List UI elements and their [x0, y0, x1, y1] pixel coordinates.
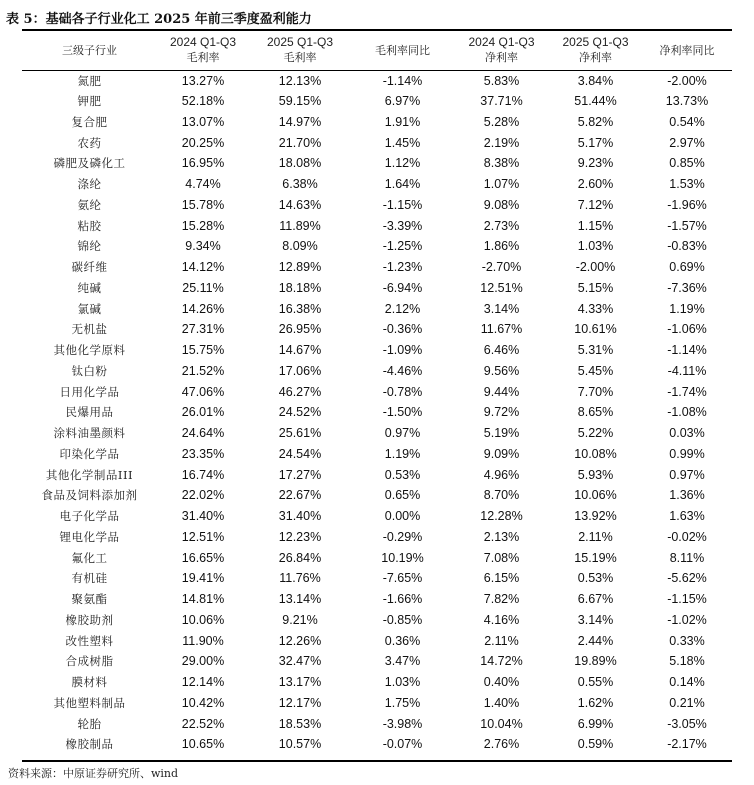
table-row	[22, 236, 732, 257]
cell-net-margin-yoy: 1.53%	[669, 177, 705, 192]
cell-subsector: 涤纶	[77, 177, 102, 192]
cell-gross-margin-yoy: 10.19%	[381, 550, 424, 565]
cell-net-margin-2025: 4.33%	[577, 301, 614, 316]
cell-subsector: 涂料油墨颜料	[53, 426, 126, 441]
cell-net-margin-2024: 2.11%	[484, 633, 519, 648]
cell-net-margin-yoy: -7.36%	[667, 280, 707, 295]
cell-net-margin-2024: -2.70%	[481, 260, 522, 275]
cell-net-margin-2024: 9.44%	[483, 384, 520, 399]
cell-gross-margin-yoy: 1.45%	[384, 135, 421, 150]
table-row	[22, 91, 732, 112]
table-row	[22, 70, 732, 91]
cell-net-margin-2025: 3.14%	[577, 612, 614, 627]
cell-gross-margin-2025: 22.67%	[278, 488, 322, 503]
cell-net-margin-2025: 5.22%	[577, 426, 614, 441]
cell-subsector: 改性塑料	[65, 633, 114, 648]
cell-net-margin-2024: 5.83%	[483, 73, 520, 88]
cell-gross-margin-2025: 18.18%	[278, 280, 322, 295]
cell-subsector: 氯碱	[77, 301, 102, 316]
cell-subsector: 氮肥	[77, 73, 102, 88]
cell-gross-margin-2024: 27.31%	[181, 322, 225, 337]
cell-gross-margin-yoy: -1.50%	[382, 405, 423, 420]
header-net-margin-yoy: 净利率同比	[642, 31, 732, 70]
cell-subsector: 聚氨酯	[71, 592, 108, 607]
cell-subsector: 橡胶制品	[65, 737, 114, 752]
table-row	[22, 547, 732, 568]
cell-gross-margin-2024: 13.27%	[181, 73, 225, 88]
cell-net-margin-2025: 1.03%	[577, 239, 614, 254]
cell-net-margin-yoy: -1.96%	[667, 197, 707, 212]
cell-gross-margin-2025: 18.53%	[278, 716, 322, 731]
cell-net-margin-2025: 2.60%	[577, 177, 614, 192]
cell-gross-margin-yoy: 0.53%	[384, 467, 421, 482]
cell-subsector: 锂电化学品	[59, 529, 120, 544]
table-row	[22, 132, 732, 153]
cell-gross-margin-2024: 14.26%	[181, 301, 225, 316]
table-row	[22, 589, 732, 610]
cell-gross-margin-yoy: -7.65%	[382, 571, 423, 586]
cell-net-margin-2024: 11.67%	[480, 322, 523, 337]
cell-net-margin-yoy: 8.11%	[669, 550, 705, 565]
cell-gross-margin-2025: 14.97%	[278, 114, 322, 129]
cell-subsector: 橡胶助剂	[65, 612, 114, 627]
cell-subsector: 其他化学原料	[53, 343, 126, 358]
cell-net-margin-2025: 7.70%	[577, 384, 614, 399]
cell-gross-margin-2024: 26.01%	[181, 405, 225, 420]
cell-net-margin-2025: 5.93%	[577, 467, 614, 482]
cell-subsector: 氟化工	[71, 550, 108, 565]
cell-net-margin-yoy: 0.21%	[669, 695, 705, 710]
cell-subsector: 电子化学品	[59, 509, 120, 524]
cell-net-margin-2024: 9.08%	[483, 197, 520, 212]
cell-net-margin-2025: 10.06%	[574, 488, 617, 503]
table-row	[22, 361, 732, 382]
cell-gross-margin-2024: 12.51%	[181, 529, 225, 544]
cell-subsector: 锦纶	[77, 239, 102, 254]
header-net-margin-2024: 2024 Q1-Q3 净利率	[454, 31, 549, 70]
table-title: 表 5：基础各子行业化工 2025 年前三季度盈利能力	[6, 12, 312, 27]
cell-gross-margin-yoy: 1.91%	[384, 114, 421, 129]
cell-gross-margin-2024: 10.65%	[181, 737, 225, 752]
cell-gross-margin-2025: 14.63%	[278, 197, 322, 212]
cell-net-margin-2024: 5.19%	[483, 426, 520, 441]
table-row	[22, 195, 732, 216]
cell-gross-margin-2025: 31.40%	[278, 509, 322, 524]
cell-gross-margin-2024: 12.14%	[181, 675, 225, 690]
cell-gross-margin-2025: 17.06%	[278, 363, 322, 378]
cell-subsector: 民爆用品	[65, 405, 114, 420]
cell-net-margin-2024: 6.15%	[483, 571, 520, 586]
cell-subsector: 膜材料	[71, 675, 108, 690]
cell-gross-margin-2024: 4.74%	[185, 177, 221, 192]
cell-gross-margin-2025: 18.08%	[278, 156, 322, 171]
cell-net-margin-2025: 19.89%	[574, 654, 617, 669]
cell-net-margin-yoy: 1.63%	[669, 509, 705, 524]
cell-net-margin-2025: 5.82%	[577, 114, 614, 129]
header-subsector: 三级子行业	[22, 31, 157, 70]
header-gross-margin-2024: 2024 Q1-Q3 毛利率	[157, 31, 249, 70]
cell-gross-margin-2025: 16.38%	[278, 301, 322, 316]
cell-gross-margin-2024: 10.42%	[181, 695, 225, 710]
cell-gross-margin-2024: 25.11%	[182, 280, 224, 295]
source-note: 资料来源：中原证券研究所、wind	[8, 767, 179, 780]
cell-gross-margin-2024: 10.06%	[181, 612, 225, 627]
cell-gross-margin-2025: 21.70%	[278, 135, 322, 150]
cell-net-margin-2025: 0.53%	[577, 571, 614, 586]
cell-subsector: 纯碱	[77, 280, 102, 295]
table-row	[22, 610, 732, 631]
cell-subsector: 磷肥及磷化工	[53, 156, 126, 171]
cell-gross-margin-2024: 24.64%	[181, 426, 225, 441]
cell-net-margin-yoy: -1.08%	[667, 405, 707, 420]
cell-gross-margin-2025: 8.09%	[282, 239, 318, 254]
cell-net-margin-2024: 8.70%	[483, 488, 520, 503]
cell-subsector: 粘胶	[77, 218, 102, 233]
table-header-row	[22, 31, 732, 70]
cell-gross-margin-2024: 31.40%	[181, 509, 225, 524]
cell-gross-margin-2024: 47.06%	[181, 384, 225, 399]
cell-net-margin-2024: 12.51%	[480, 280, 523, 295]
cell-net-margin-yoy: 0.03%	[669, 426, 705, 441]
cell-subsector: 其他化学制品III	[45, 467, 134, 482]
cell-gross-margin-yoy: -3.98%	[382, 716, 423, 731]
cell-gross-margin-2024: 14.12%	[181, 260, 225, 275]
cell-net-margin-2025: 0.59%	[577, 737, 614, 752]
table-row	[22, 568, 732, 589]
cell-gross-margin-yoy: 1.03%	[384, 675, 421, 690]
cell-gross-margin-yoy: -6.94%	[382, 280, 423, 295]
cell-gross-margin-2024: 29.00%	[181, 654, 225, 669]
cell-net-margin-2024: 9.72%	[483, 405, 520, 420]
cell-net-margin-2024: 9.56%	[483, 363, 520, 378]
cell-net-margin-2025: 8.65%	[577, 405, 614, 420]
table-row	[22, 527, 732, 548]
cell-net-margin-2025: -2.00%	[575, 260, 616, 275]
cell-subsector: 日用化学品	[59, 384, 120, 399]
cell-gross-margin-yoy: 1.75%	[384, 695, 421, 710]
cell-subsector: 印染化学品	[59, 446, 120, 461]
cell-subsector: 复合肥	[71, 114, 108, 129]
table-row	[22, 734, 732, 755]
cell-net-margin-2024: 3.14%	[483, 301, 520, 316]
cell-net-margin-2024: 14.72%	[480, 654, 523, 669]
cell-gross-margin-2024: 23.35%	[181, 446, 225, 461]
cell-net-margin-2024: 2.19%	[483, 135, 520, 150]
table-bottom-rule	[22, 760, 732, 762]
cell-gross-margin-2024: 15.75%	[181, 343, 225, 358]
cell-gross-margin-2025: 6.38%	[282, 177, 318, 192]
cell-net-margin-yoy: -5.62%	[667, 571, 707, 586]
cell-net-margin-yoy: 0.33%	[669, 633, 705, 648]
cell-gross-margin-2024: 16.95%	[181, 156, 225, 171]
cell-gross-margin-2025: 12.13%	[278, 73, 322, 88]
cell-net-margin-2025: 10.08%	[574, 446, 617, 461]
cell-gross-margin-2024: 13.07%	[181, 114, 225, 129]
cell-net-margin-2024: 0.40%	[483, 675, 520, 690]
cell-net-margin-2024: 4.16%	[483, 612, 520, 627]
table-row	[22, 381, 732, 402]
cell-subsector: 有机硅	[71, 571, 108, 586]
cell-gross-margin-2024: 19.41%	[181, 571, 225, 586]
cell-gross-margin-2024: 11.90%	[182, 633, 224, 648]
cell-net-margin-yoy: -1.57%	[667, 218, 707, 233]
cell-net-margin-2025: 2.44%	[577, 633, 614, 648]
table-body	[22, 70, 732, 755]
table-row	[22, 112, 732, 133]
cell-net-margin-2024: 2.13%	[483, 529, 520, 544]
cell-net-margin-yoy: 5.18%	[669, 654, 705, 669]
cell-net-margin-2025: 0.55%	[577, 675, 614, 690]
cell-subsector: 钛白粉	[71, 363, 108, 378]
cell-net-margin-2024: 2.76%	[483, 737, 520, 752]
cell-net-margin-2024: 1.07%	[483, 177, 520, 192]
cell-gross-margin-2025: 24.52%	[278, 405, 322, 420]
cell-gross-margin-2025: 13.17%	[278, 675, 322, 690]
cell-net-margin-yoy: 0.85%	[669, 156, 705, 171]
cell-subsector: 食品及饲料添加剂	[41, 488, 138, 503]
cell-net-margin-2025: 6.99%	[577, 716, 614, 731]
cell-net-margin-2024: 4.96%	[483, 467, 520, 482]
cell-gross-margin-yoy: -1.25%	[382, 239, 423, 254]
table-row	[22, 506, 732, 527]
cell-net-margin-2025: 3.84%	[577, 73, 614, 88]
cell-gross-margin-yoy: -1.14%	[382, 73, 423, 88]
cell-gross-margin-2024: 22.02%	[181, 488, 225, 503]
cell-gross-margin-2025: 12.23%	[278, 529, 322, 544]
cell-net-margin-2025: 13.92%	[574, 509, 617, 524]
cell-gross-margin-yoy: 2.12%	[384, 301, 421, 316]
cell-net-margin-2025: 15.19%	[574, 550, 617, 565]
header-net-margin-2025: 2025 Q1-Q3 净利率	[549, 31, 642, 70]
table-row	[22, 464, 732, 485]
cell-gross-margin-2024: 52.18%	[181, 94, 225, 109]
cell-gross-margin-yoy: -1.09%	[382, 343, 423, 358]
cell-subsector: 其他塑料制品	[53, 695, 126, 710]
cell-subsector: 合成树脂	[65, 654, 114, 669]
cell-subsector: 轮胎	[77, 716, 102, 731]
cell-gross-margin-2025: 26.95%	[278, 322, 322, 337]
cell-subsector: 农药	[77, 135, 102, 150]
cell-net-margin-2024: 7.08%	[483, 550, 520, 565]
cell-net-margin-yoy: -1.14%	[667, 343, 707, 358]
cell-gross-margin-2024: 14.81%	[181, 592, 225, 607]
cell-gross-margin-2024: 22.52%	[181, 716, 225, 731]
cell-net-margin-yoy: -0.83%	[667, 239, 707, 254]
cell-net-margin-2025: 1.15%	[577, 218, 614, 233]
header-gross-margin-2025: 2025 Q1-Q3 毛利率	[249, 31, 351, 70]
cell-net-margin-2025: 2.11%	[578, 529, 613, 544]
cell-gross-margin-yoy: -0.85%	[382, 612, 423, 627]
cell-net-margin-2025: 1.62%	[577, 695, 614, 710]
cell-gross-margin-yoy: 0.00%	[384, 509, 421, 524]
cell-net-margin-2025: 5.17%	[577, 135, 614, 150]
cell-gross-margin-2024: 16.65%	[181, 550, 225, 565]
table-row	[22, 319, 732, 340]
cell-gross-margin-2024: 15.28%	[181, 218, 225, 233]
cell-gross-margin-yoy: -1.66%	[382, 592, 423, 607]
cell-gross-margin-2025: 14.67%	[278, 343, 322, 358]
cell-gross-margin-yoy: 0.97%	[384, 426, 421, 441]
table-row	[22, 340, 732, 361]
cell-gross-margin-yoy: 1.64%	[384, 177, 421, 192]
cell-net-margin-2024: 37.71%	[480, 94, 523, 109]
cell-net-margin-2025: 7.12%	[577, 197, 614, 212]
cell-gross-margin-2025: 46.27%	[278, 384, 322, 399]
cell-gross-margin-2025: 24.54%	[278, 446, 322, 461]
cell-gross-margin-2025: 32.47%	[278, 654, 322, 669]
cell-gross-margin-2024: 15.78%	[181, 197, 225, 212]
cell-net-margin-2024: 12.28%	[480, 509, 523, 524]
cell-gross-margin-2025: 10.57%	[278, 737, 322, 752]
table-row	[22, 651, 732, 672]
cell-subsector: 碳纤维	[71, 260, 108, 275]
cell-net-margin-yoy: 0.99%	[669, 446, 705, 461]
cell-subsector: 无机盐	[71, 322, 108, 337]
cell-gross-margin-2025: 26.84%	[278, 550, 322, 565]
table-row	[22, 298, 732, 319]
cell-gross-margin-2025: 12.26%	[278, 633, 322, 648]
table-row	[22, 402, 732, 423]
cell-gross-margin-yoy: -0.78%	[382, 384, 423, 399]
cell-net-margin-yoy: -1.74%	[667, 384, 707, 399]
table-row	[22, 174, 732, 195]
table-row	[22, 672, 732, 693]
cell-net-margin-2024: 6.46%	[483, 343, 520, 358]
cell-net-margin-yoy: -3.05%	[667, 716, 707, 731]
cell-net-margin-yoy: 13.73%	[665, 94, 709, 109]
cell-gross-margin-yoy: -1.15%	[382, 197, 423, 212]
cell-net-margin-2024: 1.40%	[483, 695, 520, 710]
cell-gross-margin-yoy: -0.36%	[382, 322, 423, 337]
cell-gross-margin-yoy: 6.97%	[384, 94, 421, 109]
cell-gross-margin-yoy: -0.29%	[382, 529, 423, 544]
table-row	[22, 693, 732, 714]
cell-gross-margin-2025: 11.76%	[279, 571, 321, 586]
cell-gross-margin-2025: 59.15%	[278, 94, 322, 109]
table-row	[22, 423, 732, 444]
cell-gross-margin-yoy: 3.47%	[384, 654, 421, 669]
cell-gross-margin-yoy: -4.46%	[382, 363, 423, 378]
cell-net-margin-yoy: 0.14%	[669, 675, 705, 690]
cell-net-margin-2024: 5.28%	[483, 114, 520, 129]
table-row	[22, 257, 732, 278]
cell-net-margin-2025: 5.15%	[577, 280, 614, 295]
cell-net-margin-yoy: -1.02%	[667, 612, 707, 627]
profitability-table	[22, 31, 732, 755]
cell-gross-margin-2024: 16.74%	[181, 467, 225, 482]
cell-gross-margin-2025: 9.21%	[282, 612, 318, 627]
cell-net-margin-2025: 10.61%	[574, 322, 617, 337]
cell-net-margin-yoy: 2.97%	[669, 135, 705, 150]
cell-net-margin-2025: 5.45%	[577, 363, 614, 378]
table-row	[22, 153, 732, 174]
table-row	[22, 713, 732, 734]
cell-gross-margin-2025: 12.17%	[278, 695, 322, 710]
cell-gross-margin-2025: 25.61%	[278, 426, 322, 441]
cell-gross-margin-yoy: 0.36%	[384, 633, 421, 648]
cell-net-margin-yoy: -1.15%	[667, 592, 707, 607]
table-row	[22, 215, 732, 236]
cell-net-margin-2024: 9.09%	[483, 446, 520, 461]
cell-net-margin-yoy: -2.17%	[667, 737, 707, 752]
cell-net-margin-2025: 6.67%	[577, 592, 614, 607]
cell-net-margin-yoy: 1.36%	[669, 488, 705, 503]
cell-net-margin-2024: 1.86%	[483, 239, 520, 254]
cell-net-margin-yoy: -4.11%	[667, 363, 707, 378]
cell-net-margin-yoy: -2.00%	[667, 73, 707, 88]
table-row	[22, 278, 732, 299]
cell-gross-margin-2025: 12.89%	[278, 260, 322, 275]
cell-gross-margin-yoy: 0.65%	[384, 488, 421, 503]
cell-subsector: 钾肥	[77, 94, 102, 109]
cell-net-margin-yoy: 0.69%	[669, 260, 705, 275]
cell-gross-margin-2025: 11.89%	[279, 218, 321, 233]
cell-gross-margin-yoy: -1.23%	[382, 260, 423, 275]
cell-net-margin-2024: 8.38%	[483, 156, 520, 171]
cell-gross-margin-2024: 21.52%	[181, 363, 225, 378]
cell-net-margin-2025: 5.31%	[577, 343, 614, 358]
table-row	[22, 485, 732, 506]
table-row	[22, 630, 732, 651]
cell-net-margin-yoy: 0.54%	[669, 114, 705, 129]
cell-gross-margin-2024: 9.34%	[185, 239, 221, 254]
cell-net-margin-yoy: 1.19%	[669, 301, 705, 316]
cell-net-margin-yoy: 0.97%	[669, 467, 705, 482]
cell-net-margin-2025: 51.44%	[574, 94, 617, 109]
cell-net-margin-2024: 2.73%	[483, 218, 520, 233]
header-gross-margin-yoy: 毛利率同比	[351, 31, 454, 70]
cell-net-margin-2025: 9.23%	[577, 156, 614, 171]
cell-gross-margin-yoy: -3.39%	[382, 218, 423, 233]
cell-gross-margin-2024: 20.25%	[181, 135, 225, 150]
cell-subsector: 氨纶	[77, 197, 102, 212]
cell-net-margin-2024: 7.82%	[483, 592, 520, 607]
table-row	[22, 444, 732, 465]
cell-gross-margin-yoy: 1.19%	[384, 446, 421, 461]
cell-gross-margin-2025: 13.14%	[278, 592, 322, 607]
cell-gross-margin-yoy: -0.07%	[382, 737, 423, 752]
cell-net-margin-yoy: -1.06%	[667, 322, 707, 337]
cell-net-margin-2024: 10.04%	[480, 716, 523, 731]
cell-net-margin-yoy: -0.02%	[667, 529, 707, 544]
cell-gross-margin-2025: 17.27%	[278, 467, 322, 482]
cell-gross-margin-yoy: 1.12%	[384, 156, 421, 171]
